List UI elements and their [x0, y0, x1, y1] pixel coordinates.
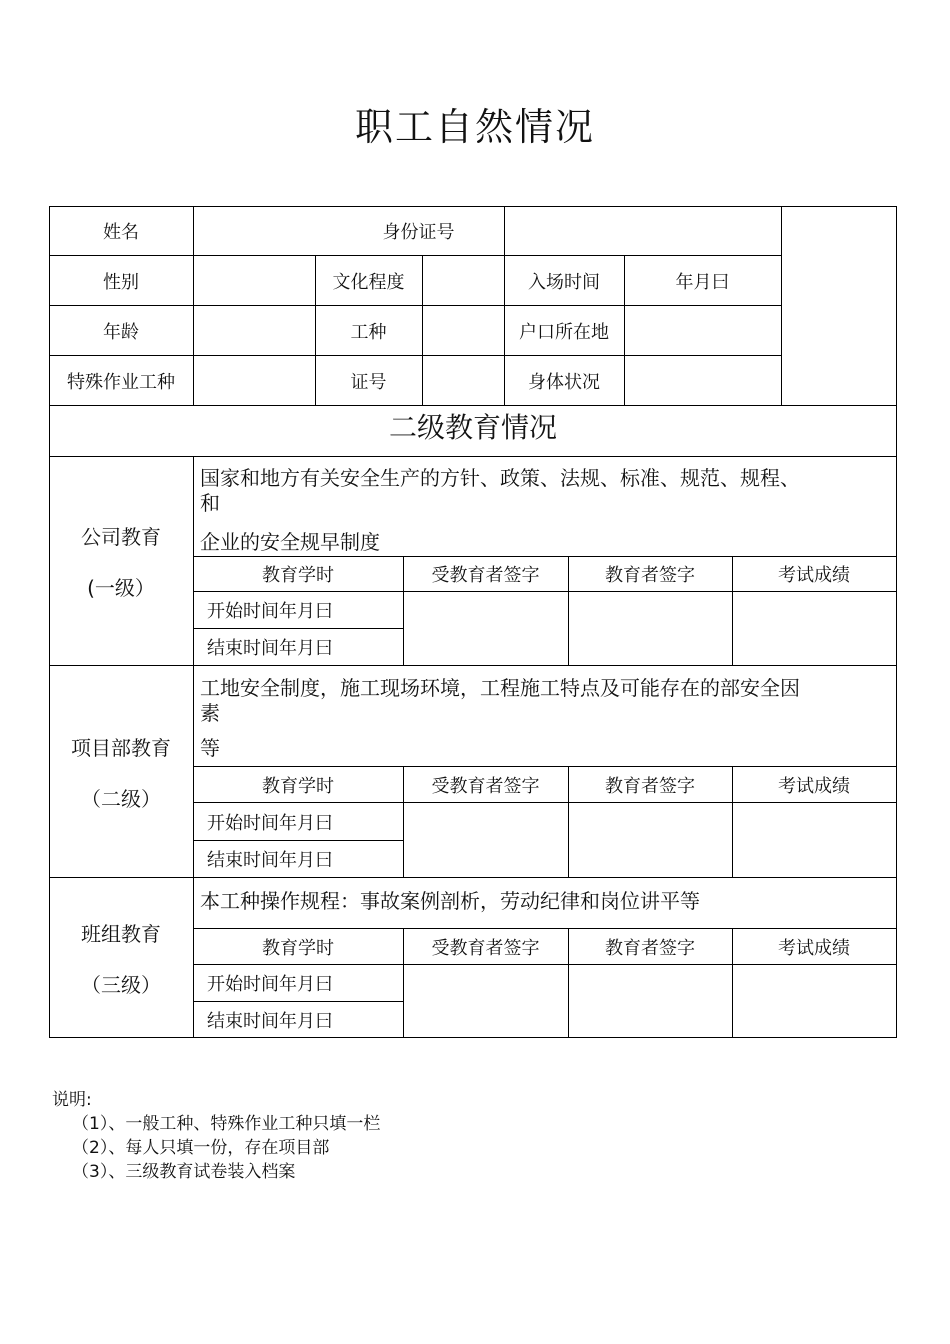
hukou-label: 户口所在地	[519, 321, 609, 343]
exam-score-header: 考试成绩	[778, 565, 850, 586]
content-line: 本工种操作规程：事故案例剖析，劳动纪律和岗位讲平等	[200, 889, 700, 913]
entry-time-value: 年月曰	[675, 271, 730, 293]
health-label: 身体状况	[528, 371, 600, 393]
trainer-sign-header: 教育者签字	[605, 937, 695, 959]
end-time-label: 结束时间年月曰	[207, 1010, 333, 1032]
start-time-label: 开始时间年月曰	[207, 601, 333, 622]
level-name: 公司教育	[81, 525, 161, 549]
line	[422, 255, 423, 406]
note-item: （3）、三级教育试卷装入档案	[72, 1162, 296, 1182]
id-number-label: 身份证号	[382, 222, 455, 243]
entry-time-label: 入场时间	[528, 271, 600, 293]
end-time-label: 结束时间年月曰	[207, 850, 333, 871]
trainee-sign-header: 受教育者签字	[431, 937, 540, 959]
exam-score-header: 考试成绩	[778, 775, 850, 797]
content-line: 等	[200, 736, 220, 760]
level-name: 项目部教育	[71, 735, 171, 760]
content-line: 素	[200, 701, 220, 725]
hours-header: 教育学时	[262, 565, 334, 586]
line	[193, 206, 194, 406]
trainer-sign-header: 教育者签字	[605, 775, 695, 797]
trainee-sign-header: 受教育者签字	[431, 565, 540, 586]
start-time-label: 开始时间年月曰	[207, 974, 333, 995]
section-heading: 二级教育情况	[388, 411, 557, 444]
content-line: 企业的安全规早制度	[200, 530, 380, 554]
line	[781, 206, 782, 406]
education-label: 文化程度	[332, 271, 405, 293]
content-line: 和	[200, 491, 220, 515]
certificate-label: 证号	[350, 371, 387, 393]
level-team	[49, 878, 193, 1037]
level-name: 班组教育	[81, 921, 161, 946]
level-content	[200, 889, 890, 927]
note-item: （1）、一般工种、特殊作业工种只填一栏	[72, 1114, 381, 1134]
trade-label: 工种	[350, 321, 387, 343]
trainer-sign-header: 教育者签字	[605, 565, 695, 586]
level-grade: （二级）	[81, 786, 161, 811]
line	[49, 1037, 897, 1038]
level-grade: (一级）	[87, 576, 155, 600]
trainee-sign-header: 受教育者签字	[431, 775, 540, 797]
page-title: 职工自然情况	[354, 105, 595, 149]
end-time-label: 结束时间年月曰	[207, 638, 333, 659]
gender-label: 性别	[103, 271, 139, 293]
special-trade-label: 特殊作业工种	[67, 371, 175, 393]
level-content	[200, 466, 890, 555]
hours-header: 教育学时	[262, 775, 334, 797]
level-grade: （三级）	[81, 972, 161, 997]
age-label: 年龄	[103, 321, 139, 343]
content-line: 工地安全制度，施工现场环境，工程施工特点及可能存在的部安全因	[200, 676, 800, 700]
hours-header: 教育学时	[262, 937, 334, 959]
name-label: 姓名	[103, 222, 139, 243]
notes-heading: 说明:	[52, 1090, 92, 1110]
level-company	[49, 457, 193, 665]
notes	[52, 1088, 380, 1184]
content-line: 国家和地方有关安全生产的方针、政策、法规、标准、规范、规程、	[200, 466, 800, 490]
line	[896, 206, 897, 1038]
exam-score-header: 考试成绩	[778, 937, 850, 959]
level-project	[49, 666, 193, 877]
start-time-label: 开始时间年月曰	[207, 812, 333, 834]
note-item: （2）、每人只填一份，存在项目部	[72, 1138, 330, 1158]
level-content	[200, 676, 890, 765]
